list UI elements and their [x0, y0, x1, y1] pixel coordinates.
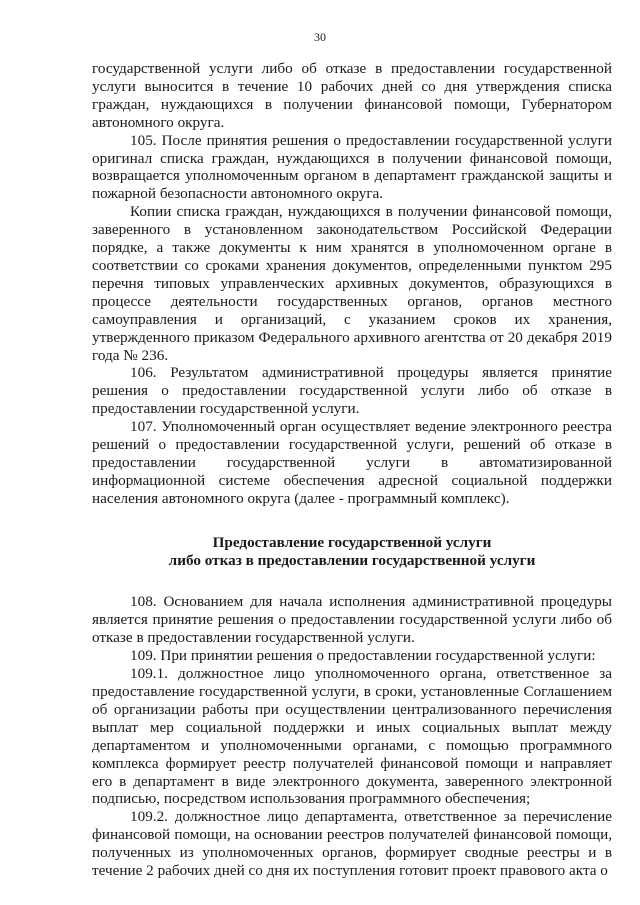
section-heading-line-1: Предоставление государственной услуги — [212, 533, 492, 551]
paragraph-104-continuation: государственной услуги либо об отказе в предоставлении государственной услуги выносится в течение 10 рабочих дней со дня утверждения списка граждан, нуждающихся в получении финансовой помощи, Губернатором автономного округа. — [92, 60, 612, 131]
document-body — [92, 60, 612, 880]
paragraph-109-1: 109.1. должностное лицо уполномоченного органа, ответственное за предоставление государственной услуги, в сроки, установленные Соглашением об организации работы при осуществлении централизованного перечисления выплат мер социальной поддержки и иных социальных выплат между департаментом и уполномоченными органами, с помощью программного комплекса формирует реестр получателей финансовой помощи и направляет его в департамент в виде электронного документа, заверенного электронной подписью, посредством использования программного обеспечения; — [92, 665, 612, 808]
section-heading-line-2: либо отказ в предоставлении государственной услуги — [168, 551, 536, 569]
paragraph-107: 107. Уполномоченный орган осуществляет ведение электронного реестра решений о предоставлении государственной услуги, решений об отказе в предоставлении государственной услуги в автоматизированной информационной системе обеспечения адресной социальной поддержки населения автономного округа (далее - программный комплекс). — [92, 418, 612, 507]
paragraph-108: 108. Основанием для начала исполнения административной процедуры является принятие решения о предоставлении государственной услуги либо об отказе в предоставлении государственной услуги. — [92, 593, 612, 647]
section-heading — [92, 534, 612, 570]
paragraph-109-2: 109.2. должностное лицо департамента, ответственное за перечисление финансовой помощи, на основании реестров получателей финансовой помощи, полученных из уполномоченных органов, формирует сводные реестры и в течение 2 рабочих дней со дня их поступления готовит проект правового акта о — [92, 808, 612, 880]
paragraph-106: 106. Результатом административной процедуры является принятие решения о предоставлении государственной услуги либо об отказе в предоставлении государственной услуги. — [92, 364, 612, 418]
page-number: 30 — [314, 30, 326, 44]
paragraph-105: 105. После принятия решения о предоставлении государственной услуги оригинал списка граждан, нуждающихся в получении финансовой помощи, возвращается уполномоченным органом в департамент гражданской защиты и пожарной безопасности автономного округа. — [92, 131, 612, 203]
paragraph-105-copies: Копии списка граждан, нуждающихся в получении финансовой помощи, заверенного в установленном законодательством Российской Федерации порядке, а также документы к ним хранятся в уполномоченном органе в соответствии со сроками хранения документов, определенными пунктом 295 перечня типовых управленческих архивных документов, образующихся в процессе деятельности государственных органов, органов местного самоуправления и организаций, с указанием сроков их хранения, утвержденного приказом Федерального архивного агентства от 20 декабря 2019 года № 236. — [92, 203, 612, 364]
paragraph-109: 109. При принятии решения о предоставлении государственной услуги: — [130, 647, 596, 665]
